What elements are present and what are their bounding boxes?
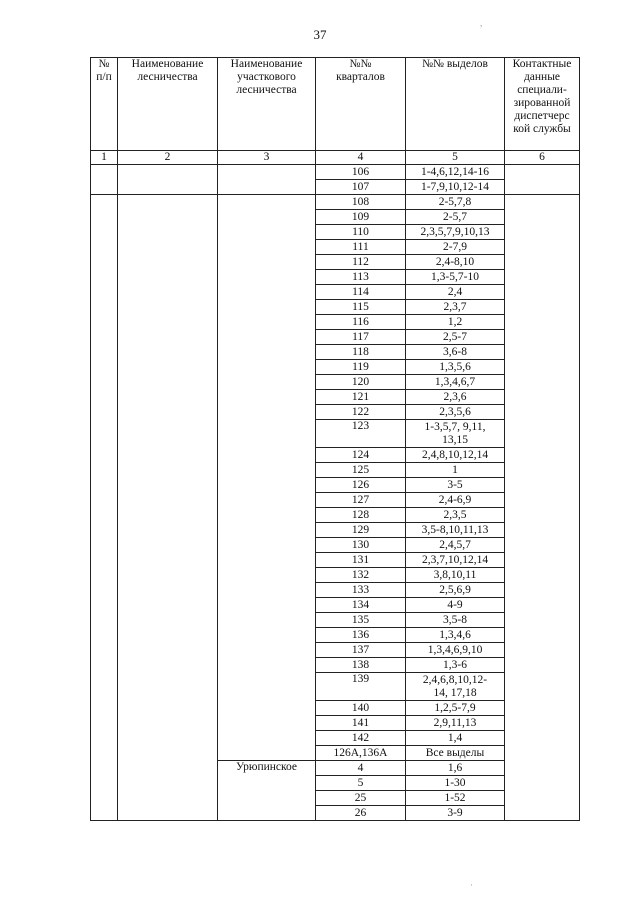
allotment-cell: Все выделы (406, 746, 505, 761)
allotment-cell: 1,3,4,6,9,10 (406, 643, 505, 658)
quarter-cell: 121 (316, 390, 406, 405)
scan-speck: , (480, 18, 483, 28)
allotment-cell: 2,4-8,10 (406, 255, 505, 270)
allotment-cell: 1,6 (406, 761, 505, 776)
district-forestry-cell (218, 165, 316, 195)
allotment-cell: 2,4 (406, 285, 505, 300)
column-number: 4 (316, 151, 406, 165)
column-number: 5 (406, 151, 505, 165)
header-district-forestry-name: Наименование участкового лесничества (218, 58, 316, 151)
header-number: № п/п (91, 58, 118, 151)
quarter-cell: 132 (316, 568, 406, 583)
table-row (91, 195, 580, 210)
quarter-cell: 135 (316, 613, 406, 628)
quarter-cell: 136 (316, 628, 406, 643)
quarter-cell: 111 (316, 240, 406, 255)
quarter-cell: 130 (316, 538, 406, 553)
quarter-cell: 120 (316, 375, 406, 390)
header-quarters: №№ кварталов (316, 58, 406, 151)
quarter-cell: 5 (316, 776, 406, 791)
quarter-cell: 123 (316, 420, 406, 448)
quarter-cell: 126 (316, 478, 406, 493)
allotment-cell: 3,5-8,10,11,13 (406, 523, 505, 538)
allotment-cell: 1,3-5,7-10 (406, 270, 505, 285)
table-row (91, 165, 580, 180)
column-number: 2 (118, 151, 218, 165)
allotment-cell: 1-4,6,12,14-16 (406, 165, 505, 180)
row-number-cell (91, 165, 118, 195)
allotment-cell: 4-9 (406, 598, 505, 613)
quarter-cell: 126А,136А (316, 746, 406, 761)
quarter-cell: 134 (316, 598, 406, 613)
quarter-cell: 137 (316, 643, 406, 658)
quarter-cell: 140 (316, 701, 406, 716)
allotment-cell: 2,3,6 (406, 390, 505, 405)
allotment-cell: 2,9,11,13 (406, 716, 505, 731)
quarter-cell: 110 (316, 225, 406, 240)
quarter-cell: 125 (316, 463, 406, 478)
allotment-cell: 3-5 (406, 478, 505, 493)
column-number-row (91, 151, 580, 165)
contact-data-cell (505, 165, 580, 195)
quarter-cell: 113 (316, 270, 406, 285)
allotment-cell: 2,4,8,10,12,14 (406, 448, 505, 463)
scan-speck: · (470, 880, 473, 890)
district-forestry-cell: Урюпинское (218, 761, 316, 821)
allotment-cell: 3,6-8 (406, 345, 505, 360)
forestry-name-cell (118, 195, 218, 821)
allotment-cell: 1 (406, 463, 505, 478)
allotment-cell: 1,3,4,6,7 (406, 375, 505, 390)
allotment-cell: 2,3,5,7,9,10,13 (406, 225, 505, 240)
quarter-cell: 108 (316, 195, 406, 210)
quarter-cell: 106 (316, 165, 406, 180)
allotment-cell: 2-5,7,8 (406, 195, 505, 210)
quarter-cell: 141 (316, 716, 406, 731)
header-allotments: №№ выделов (406, 58, 505, 151)
allotment-cell: 2-7,9 (406, 240, 505, 255)
quarter-cell: 118 (316, 345, 406, 360)
quarter-cell: 4 (316, 761, 406, 776)
quarter-cell: 117 (316, 330, 406, 345)
allotment-cell: 3,8,10,11 (406, 568, 505, 583)
column-number: 3 (218, 151, 316, 165)
allotment-cell: 1,3,4,6 (406, 628, 505, 643)
allotment-cell: 2-5,7 (406, 210, 505, 225)
quarter-cell: 107 (316, 180, 406, 195)
forestry-name-cell (118, 165, 218, 195)
allotment-cell: 3-9 (406, 806, 505, 821)
allotment-cell: 2,3,5 (406, 508, 505, 523)
allotment-cell: 2,5,6,9 (406, 583, 505, 598)
quarter-cell: 114 (316, 285, 406, 300)
quarter-cell: 131 (316, 553, 406, 568)
quarter-cell: 127 (316, 493, 406, 508)
allotment-cell: 1-52 (406, 791, 505, 806)
quarter-cell: 109 (316, 210, 406, 225)
allotment-cell: 1-3,5,7, 9,11, 13,15 (406, 420, 505, 448)
quarter-cell: 116 (316, 315, 406, 330)
allotment-cell: 2,3,7,10,12,14 (406, 553, 505, 568)
allotment-cell: 1,3-6 (406, 658, 505, 673)
page-number: 37 (313, 27, 327, 42)
quarter-cell: 139 (316, 673, 406, 701)
allotment-cell: 2,5-7 (406, 330, 505, 345)
header-forestry-name: Наименование лесничества (118, 58, 218, 151)
allotment-cell: 1,2,5-7,9 (406, 701, 505, 716)
allotment-cell: 1,2 (406, 315, 505, 330)
column-number: 1 (91, 151, 118, 165)
quarter-cell: 133 (316, 583, 406, 598)
allotment-cell: 1,4 (406, 731, 505, 746)
forestry-table (90, 57, 580, 821)
allotment-cell: 2,3,5,6 (406, 405, 505, 420)
allotment-cell: 2,4,5,7 (406, 538, 505, 553)
quarter-cell: 25 (316, 791, 406, 806)
quarter-cell: 124 (316, 448, 406, 463)
allotment-cell: 2,3,7 (406, 300, 505, 315)
quarter-cell: 26 (316, 806, 406, 821)
header-contact-data: Контактные данные специали- зированной диспетчерс кой службы (505, 58, 580, 151)
contact-data-cell (505, 195, 580, 821)
allotment-cell: 2,4,6,8,10,12- 14, 17,18 (406, 673, 505, 701)
district-forestry-cell (218, 195, 316, 761)
quarter-cell: 142 (316, 731, 406, 746)
quarter-cell: 115 (316, 300, 406, 315)
quarter-cell: 112 (316, 255, 406, 270)
allotment-cell: 1-30 (406, 776, 505, 791)
quarter-cell: 129 (316, 523, 406, 538)
row-number-cell (91, 195, 118, 821)
allotment-cell: 1-7,9,10,12-14 (406, 180, 505, 195)
column-number: 6 (505, 151, 580, 165)
allotment-cell: 2,4-6,9 (406, 493, 505, 508)
allotment-cell: 1,3,5,6 (406, 360, 505, 375)
quarter-cell: 122 (316, 405, 406, 420)
quarter-cell: 138 (316, 658, 406, 673)
quarter-cell: 128 (316, 508, 406, 523)
allotment-cell: 3,5-8 (406, 613, 505, 628)
quarter-cell: 119 (316, 360, 406, 375)
